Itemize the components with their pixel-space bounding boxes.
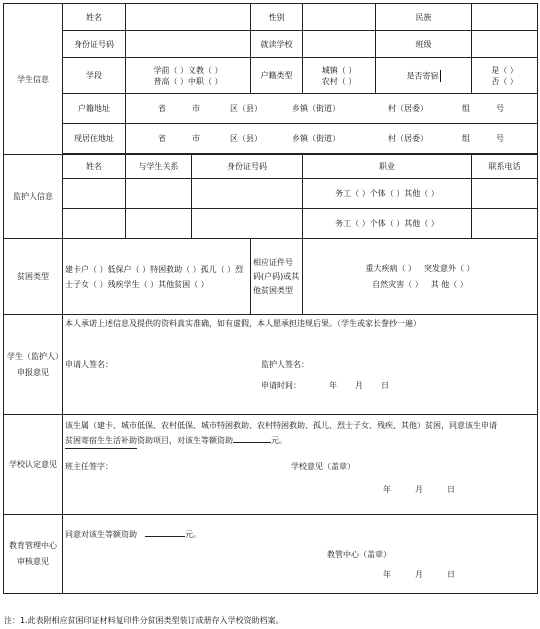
school-amount-field[interactable] [233,442,271,443]
addr-county: 区（县） [230,104,262,113]
guardian1-job-options[interactable]: 务工（ ）个体（ ）其他（ ） [303,179,472,209]
hukou-type-options[interactable] [303,58,376,94]
application-cell[interactable] [63,315,538,415]
guardian2-phone-field[interactable] [472,209,538,239]
relation-label: 与学生关系 [126,155,192,179]
job-label: 职业 [303,155,472,179]
gender-label: 性别 [251,4,303,31]
school-month: 月 [415,485,423,494]
boarding-label-text: 是否寄宿 [406,71,439,80]
addr-city: 市 [192,134,200,143]
current-address-field[interactable] [126,124,538,154]
guardian-sign-label: 监护人签名： [261,360,309,369]
school-section-label: 学校认定意见 [4,415,63,515]
addr-county: 区（县） [230,134,262,143]
form-table [3,3,538,594]
addr-no: 号 [496,134,504,143]
pledge-text: 本人承诺上述信息及提供的资料真实准确，如有虚假，本人愿承担违规后果。（学生或家长誊抄一遍） [65,319,421,328]
ethnicity-label: 民族 [376,4,472,31]
guardian1-phone-field[interactable] [472,179,538,209]
addr-town: 乡镇（街道） [292,134,340,143]
boarding-options[interactable] [472,58,538,94]
boarding-yes-option: 是（ ） [491,65,518,75]
boarding-no-option: 否（ ） [491,76,518,86]
apply-day: 日 [381,381,389,390]
stage-options-line1: 学前（ ）义教（ ） [153,65,223,75]
stage-label: 学段 [63,58,126,94]
hukou-address-field[interactable] [126,94,538,124]
phone-label: 联系电话 [472,155,538,179]
application-section-label: 学生（监护人）申报意见 [4,315,63,415]
disaster-option: 自然灾害（ ） [372,280,423,289]
student-section-label: 学生信息 [4,4,63,155]
gender-field[interactable] [303,4,376,31]
school-text-b: 资助项目，对该生等额资助 [137,436,233,445]
accident-option: 突发意外（ ） [424,264,475,273]
guardian-name-label: 姓名 [63,155,126,179]
name-label: 姓名 [63,4,126,31]
school-text-a: 该生属（建卡、城市低保、农村低保、城市特困救助、农村特困救助、孤儿、烈士子女、残疾、其他）贫困，同意该生申请 [65,421,497,430]
addr-province: 省 [158,104,166,113]
school-label: 就读学校 [251,31,303,58]
guardian2-job-options[interactable]: 务工（ ）个体（ ）其他（ ） [303,209,472,239]
grade-label: 班级 [376,31,472,58]
guardian-id-label: 身份证号码 [192,155,303,179]
current-address-label: 现居住地址 [63,124,126,154]
apply-year: 年 [329,381,337,390]
apply-date-label: 申请时间： [261,381,301,390]
guardian-section-label: 监护人信息 [4,155,63,239]
poverty-type-options[interactable]: 建卡户（ ）低保户（ ）特困救助（ ）孤儿（ ）烈士子女（ ）残疾学生（ ）其他贫困（ ） [63,239,251,315]
addr-group: 组 [462,104,470,113]
bureau-text: 同意对该生等额资助 [65,530,137,539]
addr-village: 村（居委） [388,104,428,113]
bureau-year: 年 [383,570,391,579]
school-unit: 元。 [271,436,287,445]
bureau-amount-field[interactable] [145,536,185,537]
illness-option: 重大疾病（ ） [365,264,416,273]
other-poverty-options[interactable] [303,239,538,315]
hukou-rural-option: 农村（ ） [321,76,357,86]
addr-town: 乡镇（街道） [292,104,340,113]
other-option: 其 他（ ） [430,280,468,289]
apply-month: 月 [355,381,363,390]
addr-province: 省 [158,134,166,143]
guardian2-name-field[interactable] [63,209,126,239]
applicant-sign-label: 申请人签名： [65,360,113,369]
school-day: 日 [447,485,455,494]
subsidy-item: 贫困寄宿生生活补助 [65,433,137,449]
hukou-address-label: 户籍地址 [63,94,126,124]
bureau-section-label: 教育管理中心审核意见 [4,515,63,594]
guardian1-id-field[interactable] [192,179,303,209]
addr-group: 组 [462,134,470,143]
school-opinion-cell[interactable] [63,415,538,515]
text-cursor [440,70,441,82]
addr-city: 市 [192,104,200,113]
ethnicity-field[interactable] [472,4,538,31]
stage-options[interactable] [126,58,251,94]
guardian1-relation-field[interactable] [126,179,192,209]
guardian2-id-field[interactable] [192,209,303,239]
bureau-unit: 元。 [185,530,201,539]
student-id-label: 身份证号码 [63,31,126,58]
bureau-opinion-cell[interactable] [63,515,538,594]
hukou-urban-option: 城镇（ ） [321,65,357,75]
stage-options-line2: 普高（ ）中职（ ） [153,76,223,86]
grade-field[interactable] [472,31,538,58]
poverty-section-label: 贫困类型 [4,239,63,315]
proof-number-label: 相应证件号码(户码)或其他贫困类型 [251,239,303,315]
addr-no: 号 [496,104,504,113]
footnote: 注：1.此表附相应贫困印证材料复印件分贫困类型装订成册存入学校资助档案。 [4,616,284,625]
hukou-type-label: 户籍类型 [251,58,303,94]
guardian2-relation-field[interactable] [126,209,192,239]
addr-village: 村（居委） [388,134,428,143]
bureau-stamp-label: 教管中心（盖章） [327,550,391,559]
student-id-field[interactable] [126,31,251,58]
school-stamp-label: 学校意见（盖章） [291,462,355,471]
school-year: 年 [383,485,391,494]
guardian1-name-field[interactable] [63,179,126,209]
teacher-sign-label: 班主任签字： [65,462,113,471]
name-field[interactable] [126,4,251,31]
school-field[interactable] [303,31,376,58]
boarding-label [376,58,472,94]
bureau-month: 月 [415,570,423,579]
bureau-day: 日 [447,570,455,579]
